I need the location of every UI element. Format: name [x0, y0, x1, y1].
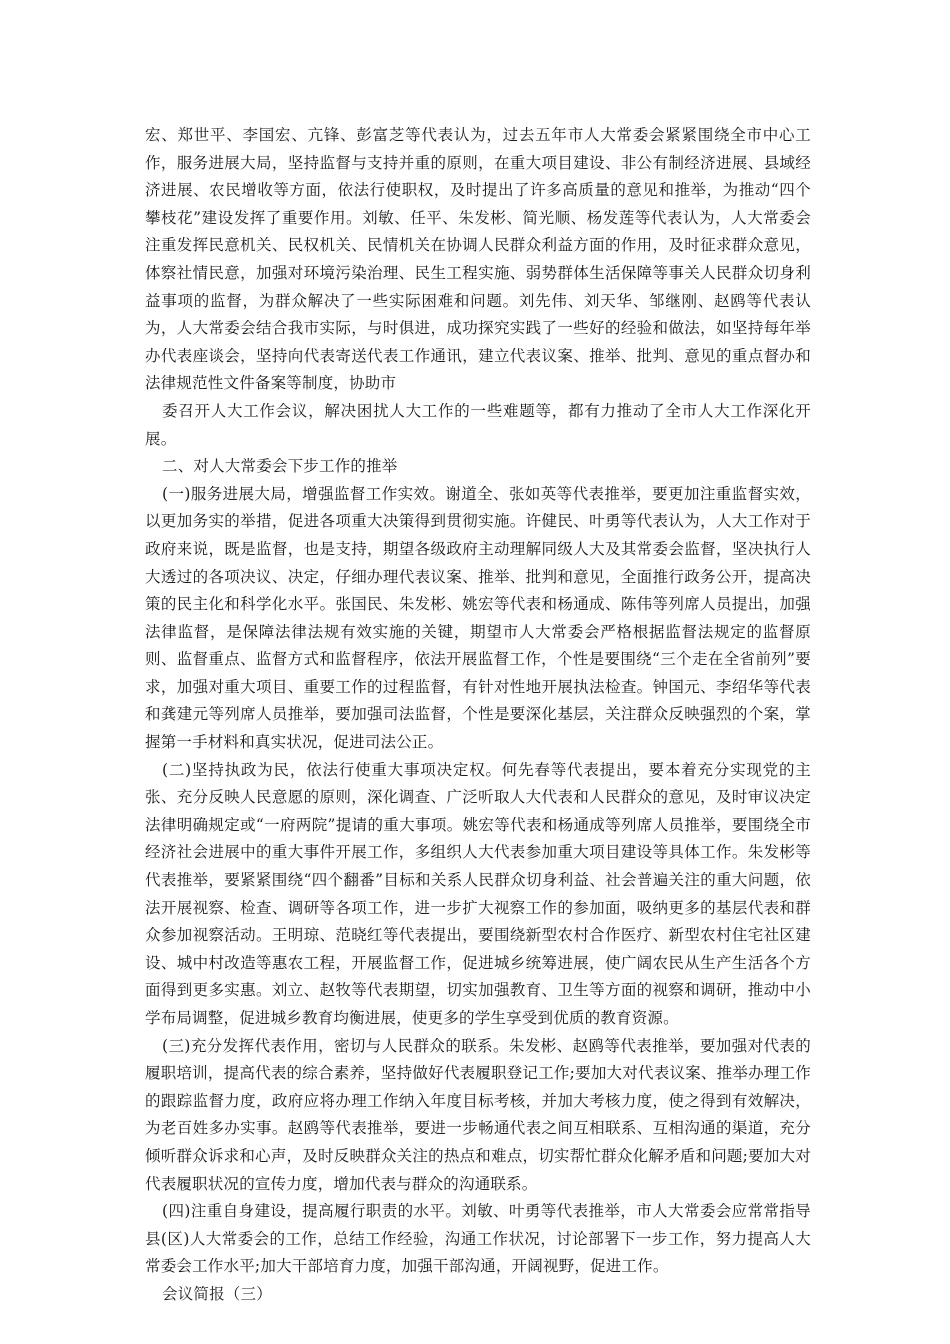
section-heading: 二、对人大常委会下步工作的推举	[162, 457, 398, 476]
document-body	[145, 122, 811, 1309]
paragraph-item-3: (三)充分发挥代表作用，密切与人民群众的联系。朱发彬、赵鸥等代表推举，要加强对代表的履职培训，提高代表的综合素养，坚持做好代表履职登记工作;要加大对代表议案、推举办理工作的跟踪监督力度，政府应将办理工作纳入年度目标考核，并加大考核力度，使之得到有效解决，为老百姓多办实事。赵鸥等代表推举，要进一步畅通代表之间互相联系、互相沟通的渠道，充分倾听群众诉求和心声，及时反映群众关注的热点和难点，切实帮忙群众化解矛盾和问题;要加大对代表履职状况的宣传力度，增加代表与群众的沟通联系。	[145, 1036, 811, 1193]
paragraph-continuation-end: 委召开人大工作会议，解决困扰人大工作的一些难题等，都有力推动了全市人大工作深化开展。	[145, 401, 811, 448]
paragraph-continuation: 宏、郑世平、李国宏、亢锋、彭富芝等代表认为，过去五年市人大常委会紧紧围绕全市中心工作，服务进展大局，坚持监督与支持并重的原则，在重大项目建设、非公有制经济进展、县域经济进展、农民增收等方面，依法行使职权，及时提出了许多高质量的意见和推举，为推动“四个攀枝花”建设发挥了重要作用。刘敏、任平、朱发彬、简光顺、杨发莲等代表认为，人大常委会注重发挥民意机关、民权机关、民情机关在协调人民群众利益方面的作用，及时征求群众意见，体察社情民意，加强对环境污染治理、民生工程实施、弱势群体生活保障等事关人民群众切身利益事项的监督，为群众解决了一些实际困难和问题。刘先伟、刘天华、邹继刚、赵鸥等代表认为，人大常委会结合我市实际，与时俱进，成功探究实践了一些好的经验和做法，如坚持每年举办代表座谈会，坚持向代表寄送代表工作通讯，建立代表议案、推举、批判、意见的重点督办和法律规范性文件备案等制度，协助市	[145, 126, 811, 393]
paragraph-item-1: (一)服务进展大局，增强监督工作实效。谢道全、张如英等代表推举，要更加注重监督实效，以更加务实的举措，促进各项重大决策得到贯彻实施。许健民、叶勇等代表认为，人大工作对于政府来说，既是监督，也是支持，期望各级政府主动理解同级人大及其常委会监督，坚决执行人大透过的各项决议、决定，仔细办理代表议案、推举、批判和意见，全面推行政务公开，提高决策的民主化和科学化水平。张国民、朱发彬、姚宏等代表和杨通成、陈伟等列席人员提出，加强法律监督，是保障法律法规有效实施的关键，期望市人大常委会严格根据监督法规定的监督原则、监督重点、监督方式和监督程序，依法开展监督工作，个性是要围绕“三个走在全省前列”要求，加强对重大项目、重要工作的过程监督，有针对性地开展执法检查。钟国元、李绍华等代表和龚建元等列席人员推举，要加强司法监督，个性是要深化基层，关注群众反映强烈的个案，掌握第一手材料和真实状况，促进司法公正。	[145, 484, 811, 752]
bulletin-heading: 会议简报（三）	[162, 1284, 272, 1303]
paragraph-item-4: (四)注重自身建设，提高履行职责的水平。刘敏、叶勇等代表推举，市人大常委会应常常指导县(区)人大常委会的工作，总结工作经验，沟通工作状况，讨论部署下一步工作，努力提高人大常委会工作水平;加大干部培育力度，加强干部沟通，开阔视野，促进工作。	[145, 1202, 811, 1276]
paragraph-item-2: (二)坚持执政为民，依法行使重大事项决定权。何先春等代表提出，要本着充分实现党的主张、充分反映人民意愿的原则，深化调查、广泛听取人大代表和人民群众的意见，及时审议决定法律明确规定或“一府两院”提请的重大事项。姚宏等代表和杨通成等列席人员推举，要围绕全市经济社会进展中的重大事件开展工作，多组织人大代表参加重大项目建设等具体工作。朱发彬等代表推举，要紧紧围绕“四个翻番”目标和关系人民群众切身利益、社会普遍关注的重大问题，依法开展视察、检查、调研等各项工作，进一步扩大视察工作的参加面，吸纳更多的基层代表和群众参加视察活动。王明琼、范晓红等代表提出，要围绕新型农村合作医疗、新型农村住宅社区建设、城中村改造等惠农工程，开展监督工作，促进城乡统筹进展，使广阔农民从生产生活各个方面得到更多实惠。刘立、赵牧等代表期望，切实加强教育、卫生等方面的视察和调研，推动中小学布局调整，促进城乡教育均衡进展，使更多的学生享受到优质的教育资源。	[145, 760, 811, 1027]
